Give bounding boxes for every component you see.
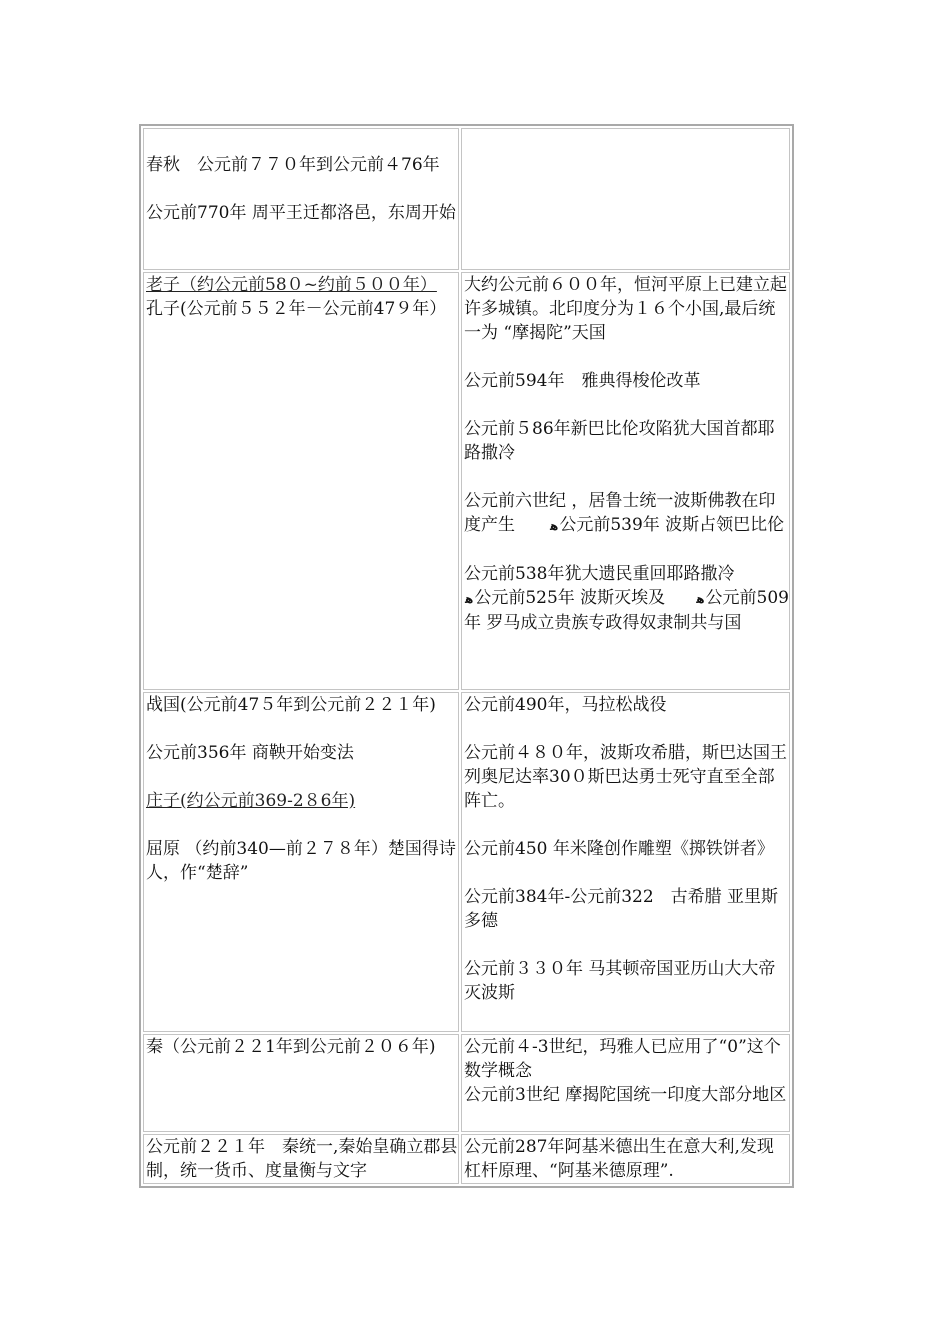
- cell-text-fragment: 公元前509年 罗马成立贵族专政得奴隶制共与国: [464, 588, 789, 633]
- cell-text: [464, 489, 789, 538]
- bullet-marker-icon: ﻫ: [696, 592, 705, 606]
- cell-text: 公元前770年 周平王迁都洛邑，东周开始: [146, 203, 456, 223]
- cell-text: 公元前４-3世纪，玛雅人已应用了“0”这个数学概念: [464, 1037, 781, 1081]
- zhuangzi-entry: 庄子(约公元前369-2８6年): [146, 791, 356, 811]
- table-row: [143, 1134, 790, 1184]
- cell-text-fragment: 公元前539年 波斯占领巴比伦: [559, 515, 785, 535]
- table-cell-china: [143, 692, 459, 1032]
- table-cell-world: [461, 1034, 790, 1132]
- cell-text: 春秋 公元前７７０年到公元前４76年: [146, 155, 440, 175]
- table-cell-china: [143, 1134, 459, 1184]
- cell-text: 公元前５86年新巴比伦攻陷犹大国首都耶路撒冷: [464, 419, 775, 463]
- table-row: [143, 692, 790, 1032]
- cell-text: 公元前３３０年 马其顿帝国亚历山大大帝灭波斯: [464, 959, 776, 1003]
- cell-text: 大约公元前６００年，恒河平原上已建立起许多城镇。北印度分为１６个小国,最后统一为 “摩揭陀”天国: [464, 275, 787, 343]
- table-cell-china: [143, 1034, 459, 1132]
- cell-text: 公元前490年，马拉松战役: [464, 695, 667, 715]
- cell-text: 公元前450 年米隆创作雕塑《掷铁饼者》: [464, 839, 774, 859]
- cell-text: 公元前４８０年，波斯攻希腊，斯巴达国王列奥尼达率30０斯巴达勇士死守直至全部阵亡。: [464, 743, 787, 811]
- table-row: [143, 128, 790, 270]
- bullet-marker-icon: ﻫ: [550, 519, 559, 533]
- table-cell-china: [143, 272, 459, 690]
- cell-text: 屈原 （约前340—前２７８年）楚国得诗人，作“楚辞”: [146, 839, 456, 883]
- history-timeline-table: [139, 124, 794, 1188]
- cell-text: 公元前２２１年 秦统一,秦始皇确立郡县制，统一货币、度量衡与文字: [146, 1137, 458, 1181]
- cell-text: 公元前594年 雅典得梭伦改革: [464, 371, 701, 391]
- table-row: [143, 1034, 790, 1132]
- cell-text: 公元前3世纪 摩揭陀国统一印度大部分地区: [464, 1085, 787, 1105]
- cell-text: 公元前356年 商鞅开始变法: [146, 743, 354, 763]
- cell-text-fragment: 公元前525年 波斯灭埃及: [474, 588, 666, 608]
- bullet-marker-icon: ﻫ: [465, 592, 474, 606]
- table-cell-world: [461, 1134, 790, 1184]
- cell-text: 公元前384年-公元前322 古希腊 亚里斯多德: [464, 887, 779, 931]
- laozi-entry: 老子（约公元前58０~约前５００年）: [146, 275, 437, 295]
- table-cell-world: [461, 272, 790, 690]
- cell-text: 战国(公元前47５年到公元前２２１年): [146, 695, 436, 715]
- cell-text: [464, 562, 789, 635]
- cell-text-fragment: 公元前六世纪 ，居鲁士统一波斯佛教在印度产生: [464, 491, 776, 535]
- cell-text-fragment: 公元前538年犹大遗民重回耶路撒冷: [464, 564, 735, 584]
- cell-text: 孔子(公元前５５２年－公元前47９年）: [146, 299, 447, 319]
- table-cell-world: [461, 692, 790, 1032]
- table-cell-world: [461, 128, 790, 270]
- table-row: [143, 272, 790, 690]
- cell-text: 公元前287年阿基米德出生在意大利,发现杠杆原理、“阿基米德原理”.: [464, 1137, 774, 1181]
- table-cell-china: [143, 128, 459, 270]
- cell-text: 秦（公元前２２1年到公元前２０６年): [146, 1037, 436, 1057]
